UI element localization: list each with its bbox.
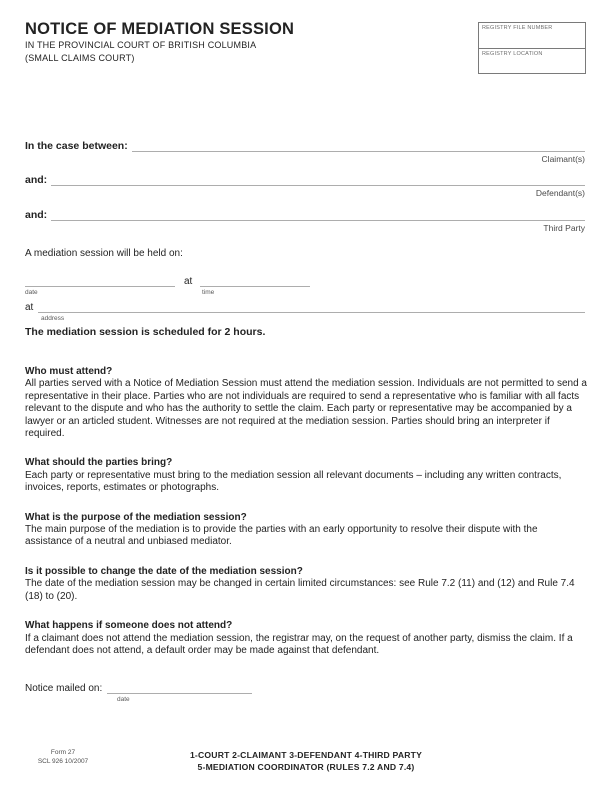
session-date-input[interactable]	[25, 274, 175, 287]
claimant-input[interactable]	[132, 139, 585, 152]
session-address-label: address	[41, 315, 65, 322]
third-party-input[interactable]	[51, 208, 585, 221]
registry-file-number-cell	[479, 23, 585, 49]
defendant-role-label: Defendant(s)	[535, 188, 585, 198]
page-title: NOTICE OF MEDIATION SESSION	[25, 20, 295, 38]
section-body: The date of the mediation session may be changed in certain limited circumstances: see Rule 7.2 (11) and (12) and Rule 7.4 (18) to (20).	[25, 578, 575, 602]
session-time-input[interactable]	[200, 274, 310, 287]
session-date-label: date	[25, 289, 38, 296]
section-body: All parties served with a Notice of Mediation Session must attend the mediation session. Individuals are not permitted to send a representative in their place. Parties who are not individuals are required to send a representative who is familiar with all facts relevant to the dispute and who has the authority to settle the claim. Each party or representative may be accompanied by a lawyer or an articled student. Witnesses are not required at the mediation session. Parties should bring an interpreter if required.	[25, 378, 587, 440]
duration-note: The mediation session is scheduled for 2 hours.	[25, 326, 266, 338]
defendant-row	[25, 173, 585, 186]
form-number: Form 27	[50, 749, 76, 756]
notice-mailed-row	[25, 681, 252, 694]
section-purpose	[25, 512, 587, 549]
distribution-list	[0, 749, 612, 773]
registry-box	[478, 22, 586, 74]
section-what-to-bring	[25, 457, 587, 494]
registry-location-label: REGISTRY LOCATION	[482, 51, 543, 57]
section-heading: What is the purpose of the mediation session?	[25, 511, 247, 523]
notice-mailed-label: Notice mailed on:	[25, 683, 103, 694]
section-heading: Who must attend?	[25, 366, 113, 377]
registry-file-number-label: REGISTRY FILE NUMBER	[482, 25, 553, 31]
distribution-line-1: 1-COURT 2-CLAIMANT 3-DEFENDANT 4-THIRD PARTY	[189, 750, 423, 760]
page-subtitle-court: IN THE PROVINCIAL COURT OF BRITISH COLUMBIA	[25, 40, 257, 50]
section-body: The main purpose of the mediation is to provide the parties with an early opportunity to resolve their dispute with the assistance of a neutral and unbiased mediator.	[25, 524, 538, 548]
third-party-role-label: Third Party	[543, 223, 585, 233]
section-body: If a claimant does not attend the mediation session, the registrar may, on the request of another party, dismiss the claim. If a defendant does not attend, a default order may be made against that defendant.	[25, 632, 573, 656]
info-sections	[25, 366, 587, 674]
section-heading: What should the parties bring?	[25, 457, 173, 469]
section-heading: What happens if someone does not attend?	[25, 620, 233, 632]
section-heading: Is it possible to change the date of the mediation session?	[25, 565, 303, 577]
notice-mailed-date-label: date	[117, 696, 130, 703]
section-body: Each party or representative must bring to the mediation session all relevant documents – including any written contracts, invoices, reports, estimates or photographs.	[25, 469, 562, 494]
session-intro: A mediation session will be held on:	[25, 248, 183, 259]
session-address-input[interactable]	[38, 300, 585, 313]
session-at-word-1: at	[184, 276, 193, 287]
third-party-prefix: and:	[25, 209, 48, 221]
section-who-must-attend	[25, 366, 587, 440]
defendant-prefix: and:	[25, 174, 48, 186]
claimant-row	[25, 139, 585, 152]
distribution-line-2: 5-MEDIATION COORDINATOR (RULES 7.2 AND 7.4)	[197, 762, 415, 772]
defendant-input[interactable]	[51, 173, 585, 186]
claimant-role-label: Claimant(s)	[541, 154, 585, 164]
registry-file-number-input[interactable]	[481, 33, 583, 47]
session-time-label: time	[202, 289, 215, 296]
page-subtitle-division: (SMALL CLAIMS COURT)	[25, 53, 135, 63]
registry-location-input[interactable]	[481, 59, 583, 73]
registry-location-cell	[479, 49, 585, 75]
section-change-date	[25, 566, 587, 603]
third-party-row	[25, 208, 585, 221]
section-non-attendance	[25, 620, 587, 657]
notice-mailed-date-input[interactable]	[107, 681, 252, 694]
claimant-prefix: In the case between:	[25, 140, 128, 152]
session-at-word-2: at	[25, 302, 34, 313]
form-code: SCL 926 10/2007	[37, 757, 89, 765]
